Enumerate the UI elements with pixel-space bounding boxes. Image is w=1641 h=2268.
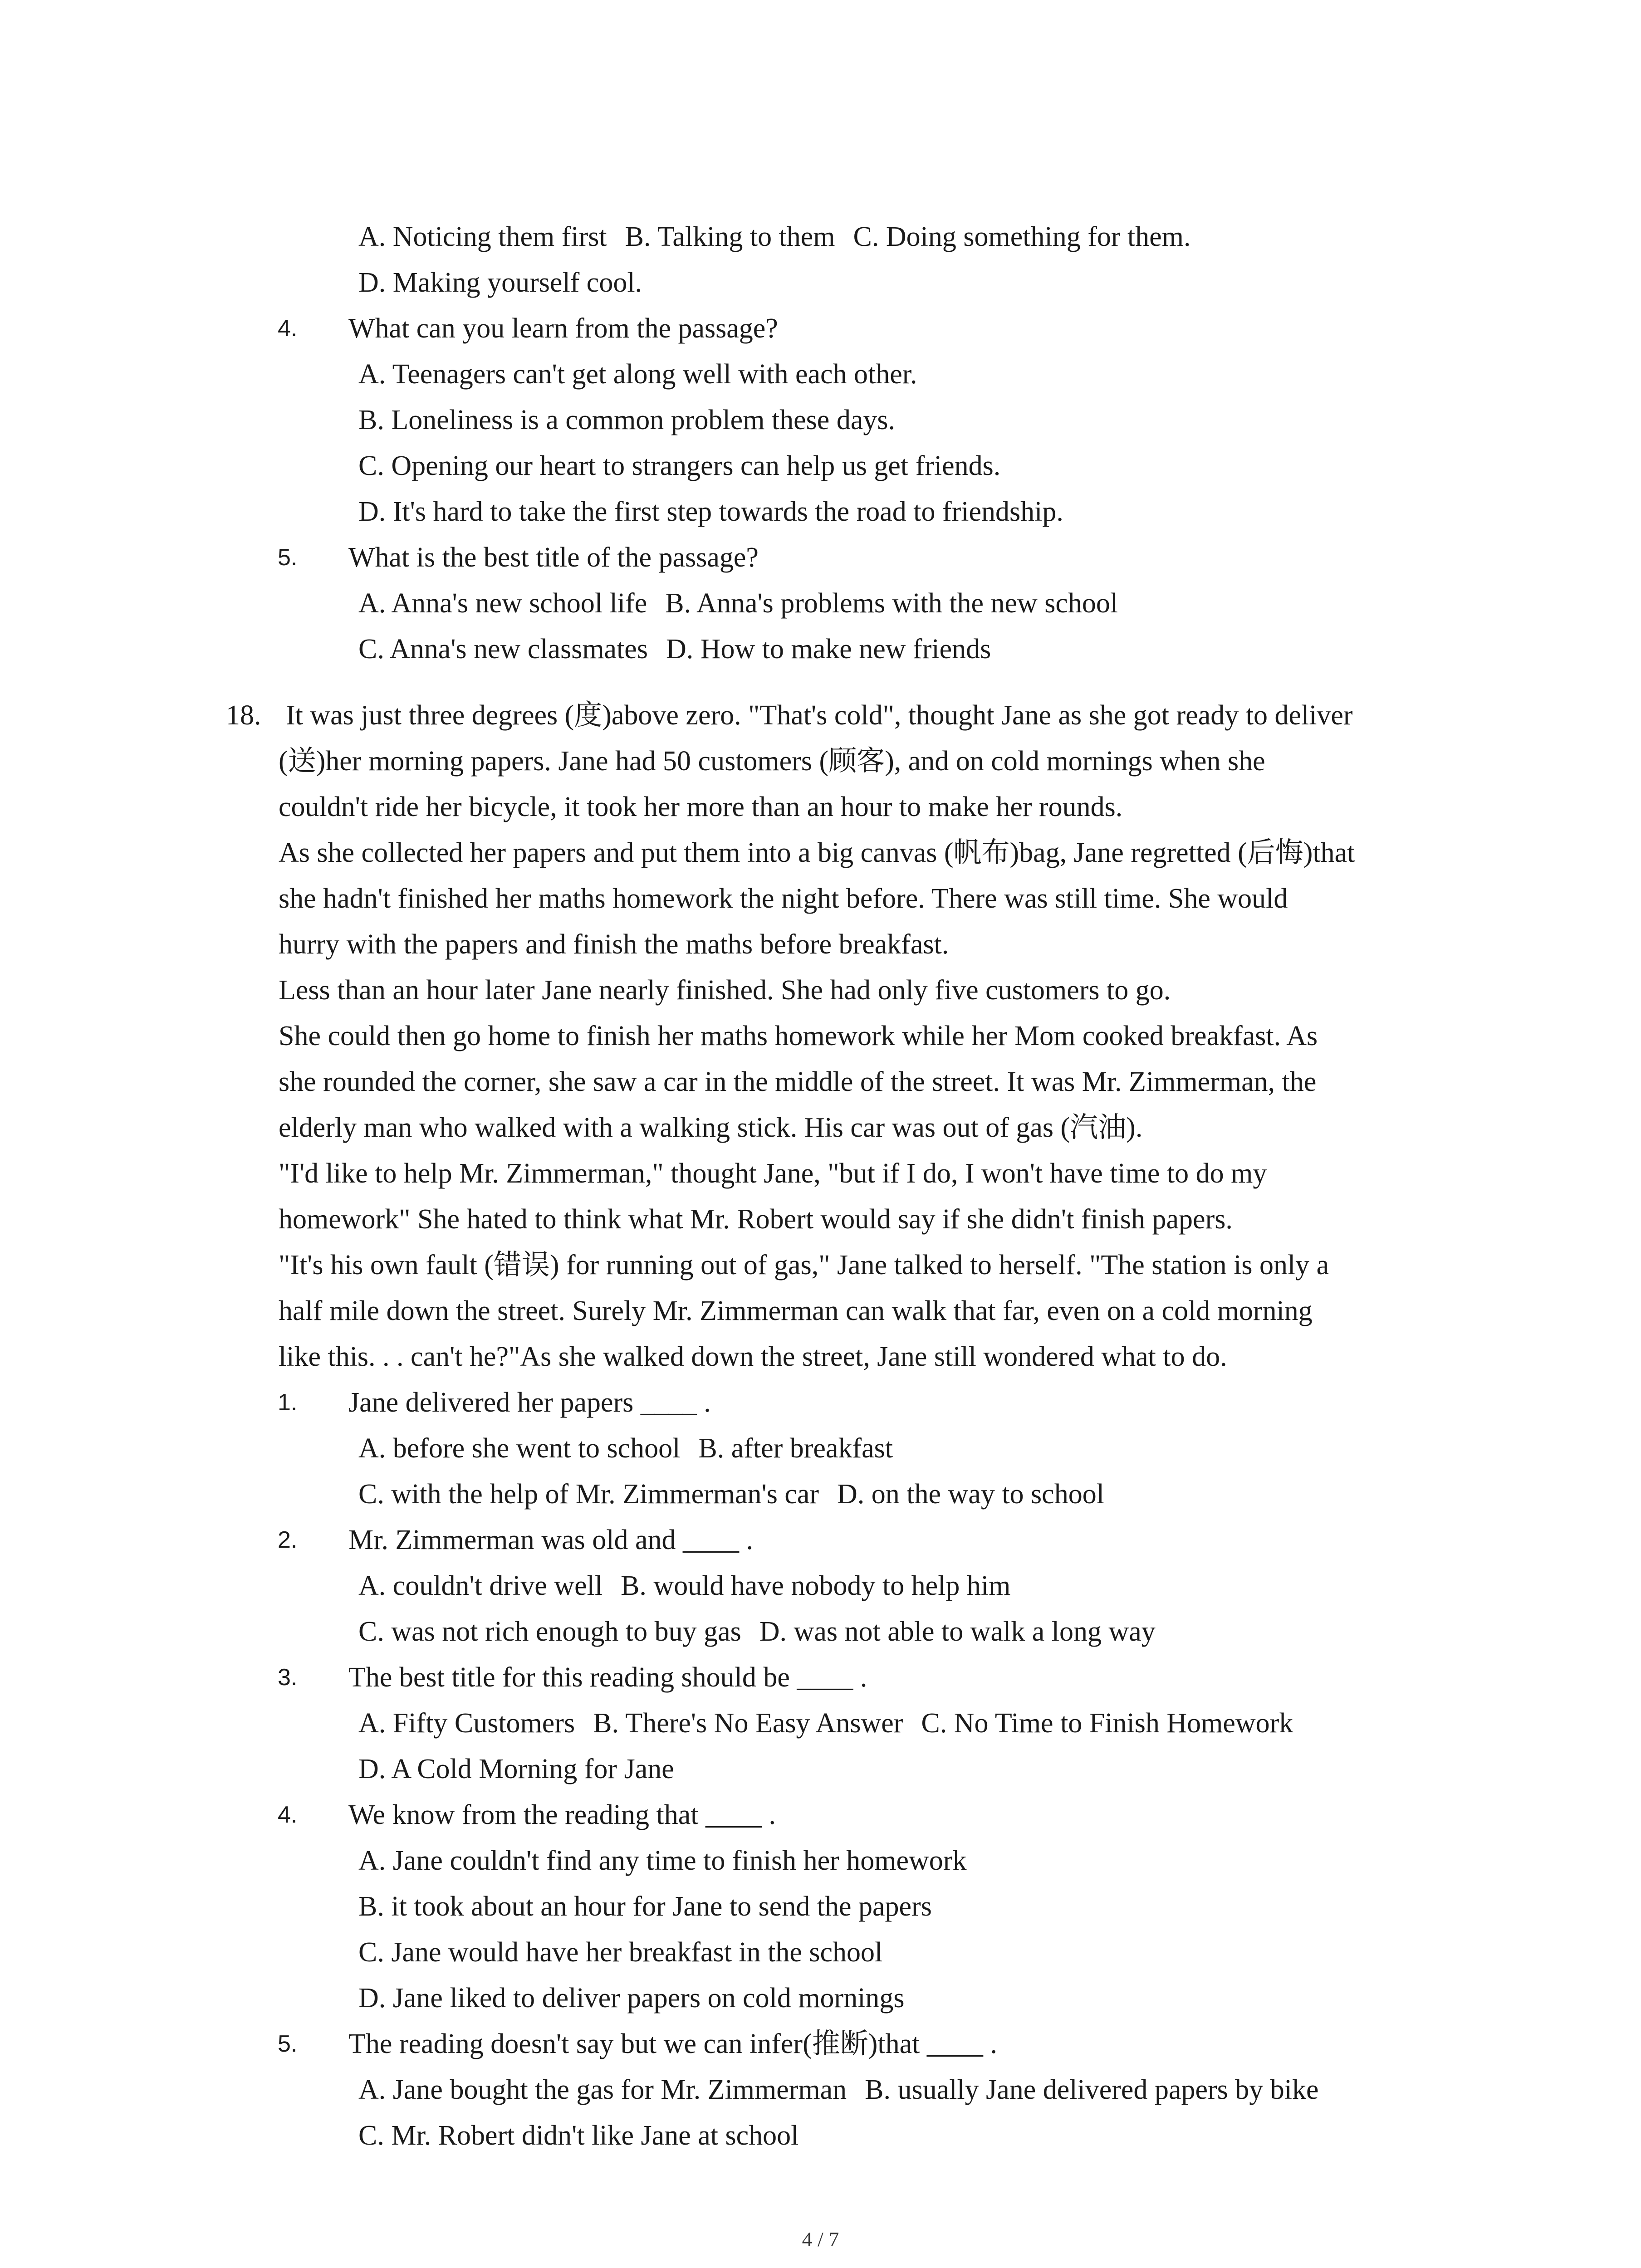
option-b: B. Anna's problems with the new school — [665, 588, 1118, 619]
option-c: C. was not rich enough to buy gas — [358, 1616, 741, 1647]
question-5-option-c: C. Mr. Robert didn't like Jane at school — [358, 2120, 799, 2151]
option-d: D. How to make new friends — [666, 634, 991, 665]
question-2-options-line — [358, 1565, 1010, 1606]
question-4-option-b: B. it took about an hour for Jane to send the papers — [358, 1891, 932, 1922]
passage-line: Less than an hour later Jane nearly finished. She had only five customers to go. — [279, 975, 1171, 1006]
prev-q4-option-b: B. Loneliness is a common problem these days. — [358, 405, 895, 435]
option-a: A. Noticing them first — [358, 221, 607, 252]
passage-line: "It's his own fault (错误) for running out of gas," Jane talked to herself. "The station is only a — [279, 1250, 1329, 1281]
question-5-options-line — [358, 2069, 1319, 2110]
passage-line: As she collected her papers and put them into a big canvas (帆布)bag, Jane regretted (后悔)that — [279, 837, 1355, 868]
prev-q3-options-line — [358, 216, 1191, 257]
prev-q3-option-d: D. Making yourself cool. — [358, 267, 642, 298]
question-1-stem: Jane delivered her papers ____ . — [348, 1387, 711, 1418]
question-1-options-line — [358, 1474, 1104, 1515]
passage-line: It was just three degrees (度)above zero. "That's cold", thought Jane as she got ready to deliver — [286, 700, 1353, 731]
option-b: B. There's No Easy Answer — [593, 1708, 903, 1739]
option-a: A. before she went to school — [358, 1433, 681, 1464]
option-b: B. Talking to them — [625, 221, 835, 252]
prev-q4-option-d: D. It's hard to take the first step towards the road to friendship. — [358, 496, 1063, 527]
question-4-option-a: A. Jane couldn't find any time to finish her homework — [358, 1845, 967, 1876]
question-2-stem: Mr. Zimmerman was old and ____ . — [348, 1525, 753, 1555]
question-4-option-d: D. Jane liked to deliver papers on cold mornings — [358, 1983, 905, 2014]
passage-line: she hadn't finished her maths homework the night before. There was still time. She would — [279, 883, 1288, 914]
option-c: C. with the help of Mr. Zimmerman's car — [358, 1479, 819, 1510]
prev-q4-number: 4. — [278, 315, 298, 342]
option-b: B. after breakfast — [698, 1433, 893, 1464]
passage-line: like this. . . can't he?"As she walked down the street, Jane still wondered what to do. — [279, 1341, 1227, 1372]
passage-line: homework" She hated to think what Mr. Robert would say if she didn't finish papers. — [279, 1204, 1233, 1235]
question-5-number: 5. — [278, 2031, 298, 2057]
passage-line: half mile down the street. Surely Mr. Zimmerman can walk that far, even on a cold morning — [279, 1295, 1313, 1326]
passage-line: "I'd like to help Mr. Zimmerman," thought Jane, "but if I do, I won't have time to do my — [279, 1158, 1267, 1189]
passage-line: she rounded the corner, she saw a car in the middle of the street. It was Mr. Zimmerman, the — [279, 1066, 1317, 1097]
option-b: B. usually Jane delivered papers by bike — [865, 2074, 1319, 2105]
question-4-option-c: C. Jane would have her breakfast in the school — [358, 1937, 883, 1968]
prev-q4-option-a: A. Teenagers can't get along well with each other. — [358, 359, 917, 390]
question-3-number: 3. — [278, 1664, 298, 1691]
prev-q5-options-line — [358, 629, 991, 670]
option-d: D. was not able to walk a long way — [759, 1616, 1156, 1647]
question-1-number: 1. — [278, 1389, 298, 1416]
passage-line: (送)her morning papers. Jane had 50 customers (顾客), and on cold mornings when she — [279, 746, 1265, 777]
option-a: A. Anna's new school life — [358, 588, 647, 619]
question-4-number: 4. — [278, 1802, 298, 1828]
page-number: 4 / 7 — [802, 2228, 839, 2251]
option-c: C. No Time to Finish Homework — [921, 1708, 1293, 1739]
option-d: D. on the way to school — [837, 1479, 1104, 1510]
question-3-options-line — [358, 1703, 1293, 1744]
option-c: C. Anna's new classmates — [358, 634, 648, 665]
option-a: A. couldn't drive well — [358, 1570, 603, 1601]
question-4-stem: We know from the reading that ____ . — [348, 1799, 776, 1830]
prev-q5-options-line — [358, 583, 1118, 624]
option-b: B. would have nobody to help him — [621, 1570, 1011, 1601]
question-2-number: 2. — [278, 1527, 298, 1553]
passage-line: couldn't ride her bicycle, it took her more than an hour to make her rounds. — [279, 792, 1123, 822]
passage-line: hurry with the papers and finish the maths before breakfast. — [279, 929, 949, 960]
question-5-stem: The reading doesn't say but we can infer(推断)that ____ . — [348, 2028, 997, 2059]
item-18-number: 18. — [226, 700, 261, 731]
question-3-option-d: D. A Cold Morning for Jane — [358, 1754, 674, 1784]
question-2-options-line — [358, 1611, 1156, 1652]
option-a: A. Fifty Customers — [358, 1708, 575, 1739]
passage-line: elderly man who walked with a walking stick. His car was out of gas (汽油). — [279, 1112, 1143, 1143]
prev-q5-number: 5. — [278, 544, 298, 571]
option-a: A. Jane bought the gas for Mr. Zimmerman — [358, 2074, 847, 2105]
question-3-stem: The best title for this reading should be ____ . — [348, 1662, 867, 1693]
prev-q5-stem: What is the best title of the passage? — [348, 542, 759, 573]
option-c: C. Doing something for them. — [853, 221, 1191, 252]
passage-line: She could then go home to finish her maths homework while her Mom cooked breakfast. As — [279, 1021, 1318, 1051]
prev-q4-stem: What can you learn from the passage? — [348, 313, 778, 344]
question-1-options-line — [358, 1428, 893, 1469]
prev-q4-option-c: C. Opening our heart to strangers can help us get friends. — [358, 450, 1001, 481]
